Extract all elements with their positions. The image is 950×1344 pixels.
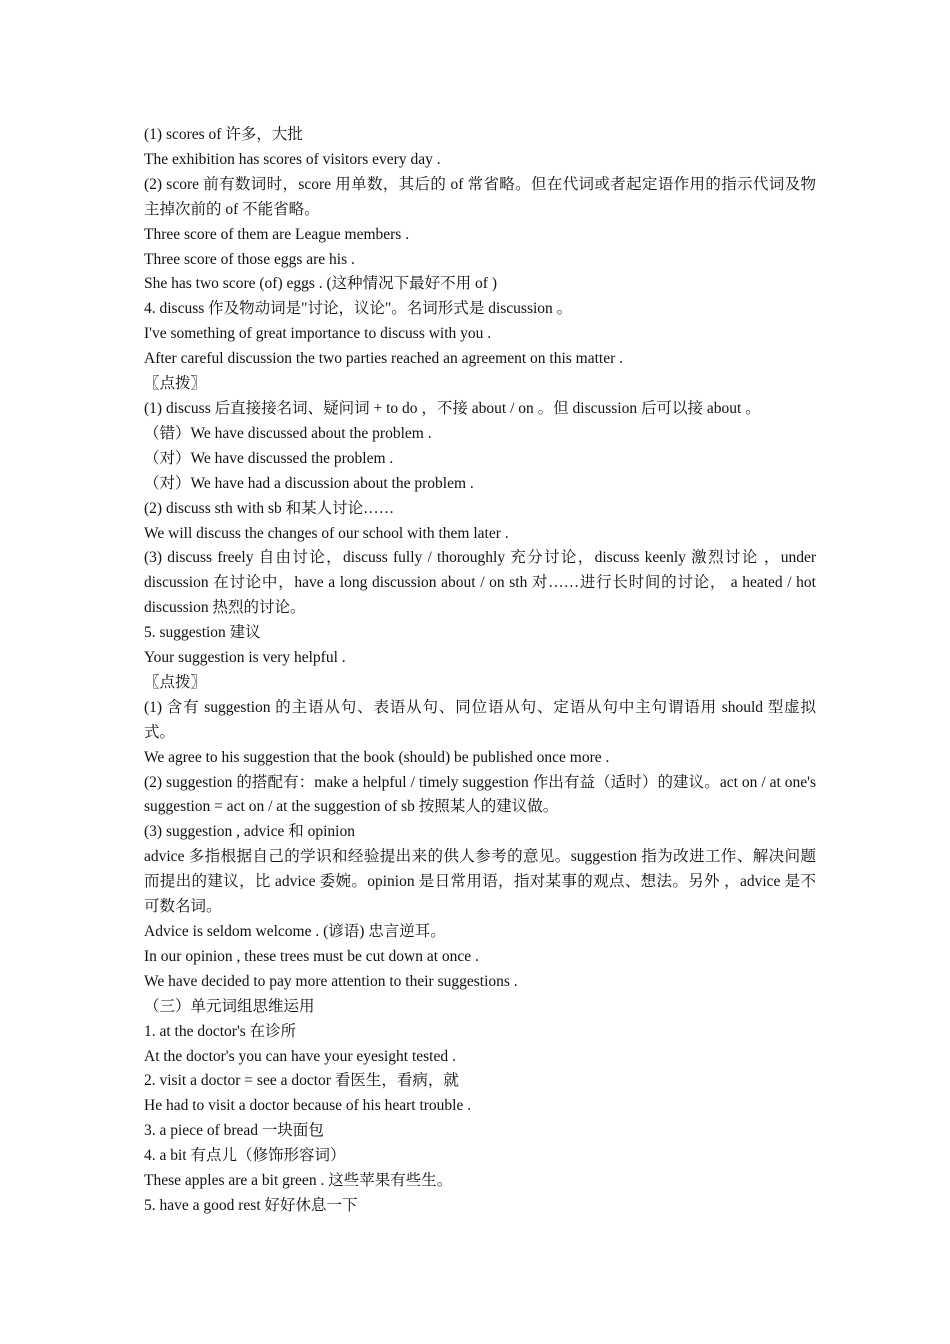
- text-line: （对）We have discussed the problem .: [144, 449, 394, 467]
- text-line: 5. suggestion 建议: [144, 624, 261, 642]
- section-marker: 〖点拨〗: [144, 375, 207, 393]
- text-line: （错）We have discussed about the problem .: [144, 424, 432, 442]
- text-line: (1) discuss 后直接接名词、疑问词 + to do ，不接 about / on 。但 discussion 后可以接 about 。: [144, 399, 761, 417]
- text-line: (3) suggestion , advice 和 opinion: [144, 823, 355, 841]
- text-line: These apples are a bit green . 这些苹果有些生。: [144, 1172, 453, 1190]
- section-heading: （三）单元词组思维运用: [144, 997, 315, 1015]
- text-paragraph: (2) suggestion 的搭配有：make a helpful / timely suggestion 作出有益（适时）的建议。act on / at one's suggestion = act on / at the suggestion of sb 按照某人的建议做。: [144, 773, 816, 816]
- text-line: We will discuss the changes of our school with them later .: [144, 524, 509, 542]
- text-line: 4. a bit 有点儿（修饰形容词）: [144, 1147, 346, 1165]
- text-line: Three score of them are League members .: [144, 225, 410, 243]
- text-line: 5. have a good rest 好好休息一下: [144, 1196, 358, 1214]
- text-line: We have decided to pay more attention to their suggestions .: [144, 972, 518, 990]
- text-paragraph: (3) discuss freely 自由讨论，discuss fully / thoroughly 充分讨论，discuss keenly 激烈讨论 ，under discussion 在讨论中，have a long discussion about / on sth 对……进行长时间的讨论， a heated / hot discussion 热烈的讨论。: [144, 549, 816, 617]
- section-marker: 〖点拨〗: [144, 673, 207, 691]
- text-line: Your suggestion is very helpful .: [144, 649, 346, 667]
- document-body: [144, 123, 816, 1219]
- text-line: I've something of great importance to discuss with you .: [144, 325, 492, 343]
- text-paragraph: (1) 含有 suggestion 的主语从句、表语从句、同位语从句、定语从句中主句谓语用 should 型虚拟式。: [144, 698, 816, 741]
- text-line: The exhibition has scores of visitors every day .: [144, 150, 441, 168]
- text-line: 3. a piece of bread 一块面包: [144, 1122, 324, 1140]
- text-line: In our opinion , these trees must be cut down at once .: [144, 947, 479, 965]
- text-paragraph: (2) score 前有数词时，score 用单数，其后的 of 常省略。但在代词或者起定语作用的指示代词及物主掉次前的 of 不能省略。: [144, 175, 816, 218]
- text-line: 4. discuss 作及物动词是"讨论，议论"。名词形式是 discussion 。: [144, 300, 573, 318]
- text-line: She has two score (of) eggs . (这种情况下最好不用 of ): [144, 275, 497, 293]
- text-line: (1) scores of 许多，大批: [144, 126, 303, 143]
- text-line: (2) discuss sth with sb 和某人讨论……: [144, 499, 395, 517]
- text-paragraph: advice 多指根据自己的学识和经验提出来的供人参考的意见。suggestion 指为改进工作、解决问题而提出的建议，比 advice 委婉。opinion 是日常用语，指对某事的观点、想法。另外 ，advice 是不可数名词。: [144, 848, 816, 916]
- text-line: （对）We have had a discussion about the problem .: [144, 474, 474, 492]
- text-line: After careful discussion the two parties reached an agreement on this matter .: [144, 350, 624, 368]
- text-line: He had to visit a doctor because of his heart trouble .: [144, 1097, 472, 1115]
- text-line: 2. visit a doctor = see a doctor 看医生，看病，就: [144, 1072, 459, 1090]
- text-line: Advice is seldom welcome . (谚语) 忠言逆耳。: [144, 923, 446, 940]
- text-line: We agree to his suggestion that the book (should) be published once more .: [144, 748, 610, 766]
- text-line: 1. at the doctor's 在诊所: [144, 1022, 297, 1040]
- text-line: Three score of those eggs are his .: [144, 250, 355, 268]
- text-line: At the doctor's you can have your eyesight tested .: [144, 1047, 456, 1065]
